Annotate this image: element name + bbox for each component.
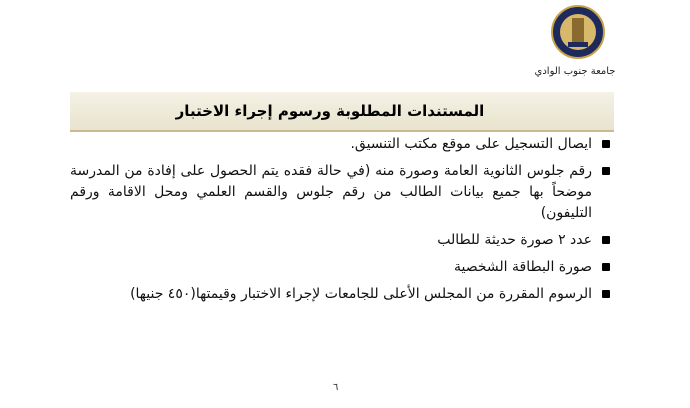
list-item (70, 161, 612, 224)
requirements-list (70, 134, 612, 305)
list-item (70, 284, 612, 305)
list-item-text: الرسوم المقررة من المجلس الأعلى للجامعات لإجراء الاختبار وقيمتها(٤٥٠ جنيها) (130, 286, 592, 302)
slide-title: المستندات المطلوبة ورسوم إجراء الاختبار (175, 102, 485, 120)
list-item-text: رقم جلوس الثانوية العامة وصورة منه (في حالة فقده يتم الحصول على إفادة من المدرسة موضحاً بها جميع بيانات الطالب من رقم جلوس والقسم العلمي ومحل الاقامة ورقم التليفون) (70, 163, 592, 221)
university-caption: جامعة جنوب الوادي (534, 66, 616, 77)
list-item-text: عدد ٢ صورة حديثة للطالب (437, 232, 592, 248)
bullet-icon (602, 236, 610, 244)
list-item (70, 257, 612, 278)
bullet-icon (602, 167, 610, 175)
bullet-icon (602, 140, 610, 148)
page-number: ٦ (333, 382, 339, 393)
list-item (70, 134, 612, 155)
list-item-text: ايصال التسجيل على موقع مكتب التنسيق. (350, 136, 592, 152)
content-area (70, 134, 612, 311)
list-item (70, 230, 612, 251)
title-bar (70, 92, 614, 132)
university-logo (550, 4, 606, 60)
bullet-icon (602, 290, 610, 298)
bullet-icon (602, 263, 610, 271)
list-item-text: صورة البطاقة الشخصية (454, 259, 592, 275)
